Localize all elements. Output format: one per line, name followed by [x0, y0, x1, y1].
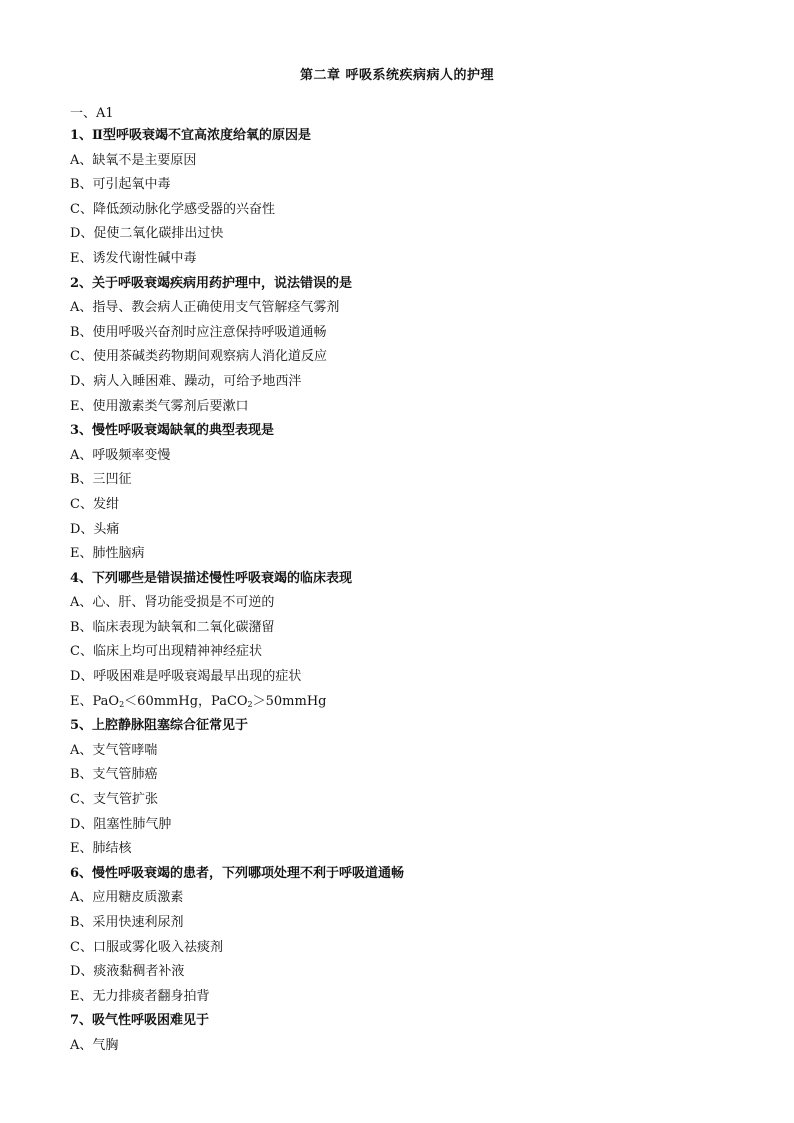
- question-2: 2、关于呼吸衰竭疾病用药护理中，说法错误的是: [70, 275, 353, 291]
- q1-option-a: A、缺氧不是主要原因: [70, 152, 197, 168]
- q4-option-e-label: E、: [70, 693, 93, 709]
- q1-option-e: E、诱发代谢性碱中毒: [70, 250, 197, 266]
- q6-option-e: E、无力排痰者翻身拍背: [70, 988, 210, 1004]
- page-title: 第二章 呼吸系统疾病病人的护理: [299, 68, 495, 83]
- question-5: 5、上腔静脉阻塞综合征常见于: [70, 718, 249, 734]
- q5-option-d: D、阻塞性肺气肿: [70, 816, 172, 832]
- question-7: 7、吸气性呼吸困难见于: [70, 1013, 210, 1029]
- q4-option-b: B、临床表现为缺氧和二氧化碳潴留: [70, 619, 275, 635]
- q7-option-a: A、气胸: [70, 1037, 119, 1053]
- question-list: [70, 104, 750, 1059]
- q4-option-e: [70, 690, 750, 715]
- q4-option-c: C、临床上均可出现精神神经症状: [70, 644, 262, 660]
- q1-option-d: D、促使二氧化碳排出过快: [70, 226, 224, 242]
- q3-option-a: A、呼吸频率变慢: [70, 447, 171, 463]
- q2-option-e: E、使用激素类气雾剂后要漱口: [70, 398, 249, 414]
- section-heading: 一、A1: [70, 106, 114, 121]
- q6-option-a: A、应用糖皮质激素: [70, 890, 184, 906]
- q2-option-b: B、使用呼吸兴奋剂时应注意保持呼吸道通畅: [70, 324, 327, 340]
- q3-option-d: D、头痛: [70, 521, 120, 537]
- q5-option-a: A、支气管哮喘: [70, 742, 158, 758]
- q2-option-a: A、指导、教会病人正确使用支气管解痉气雾剂: [70, 300, 340, 316]
- q6-option-c: C、口服或雾化吸入祛痰剂: [70, 939, 223, 955]
- q2-option-d: D、病人入睡困难、躁动，可给予地西泮: [70, 373, 302, 389]
- q5-option-e: E、肺结核: [70, 841, 132, 857]
- q5-option-b: B、支气管肺癌: [70, 767, 158, 783]
- q4-option-d: D、呼吸困难是呼吸衰竭最早出现的症状: [70, 669, 302, 685]
- q2-option-c: C、使用茶碱类药物期间观察病人消化道反应: [70, 349, 327, 365]
- question-1: 1、Ⅱ型呼吸衰竭不宜高浓度给氧的原因是: [70, 128, 312, 143]
- q6-option-b: B、采用快速利尿剂: [70, 915, 184, 930]
- q4-option-e-sub1: 2: [119, 699, 125, 709]
- q4-option-e-mid: ＜60mmHg，PaCO: [124, 693, 248, 709]
- q4-option-e-end: ＞50mmHg: [252, 693, 327, 709]
- q5-option-c: C、支气管扩张: [70, 792, 158, 808]
- q1-option-b: B、可引起氧中毒: [70, 177, 171, 193]
- q3-option-c: C、发绀: [70, 496, 119, 512]
- question-4: 4、下列哪些是错误描述慢性呼吸衰竭的临床表现: [70, 570, 353, 586]
- q4-option-e-sub2: 2: [247, 699, 253, 709]
- q3-option-b: B、三凹征: [70, 472, 132, 488]
- q1-option-c: C、降低颈动脉化学感受器的兴奋性: [70, 201, 275, 217]
- q6-option-d: D、痰液黏稠者补液: [70, 964, 185, 980]
- question-3: 3、慢性呼吸衰竭缺氧的典型表现是: [70, 423, 275, 439]
- q3-option-e: E、肺性脑病: [70, 546, 145, 562]
- q4-option-e-pao2: PaO: [92, 693, 120, 709]
- question-6: 6、慢性呼吸衰竭的患者，下列哪项处理不利于呼吸道通畅: [70, 865, 405, 881]
- q4-option-a: A、心、肝、肾功能受损是不可逆的: [70, 595, 275, 611]
